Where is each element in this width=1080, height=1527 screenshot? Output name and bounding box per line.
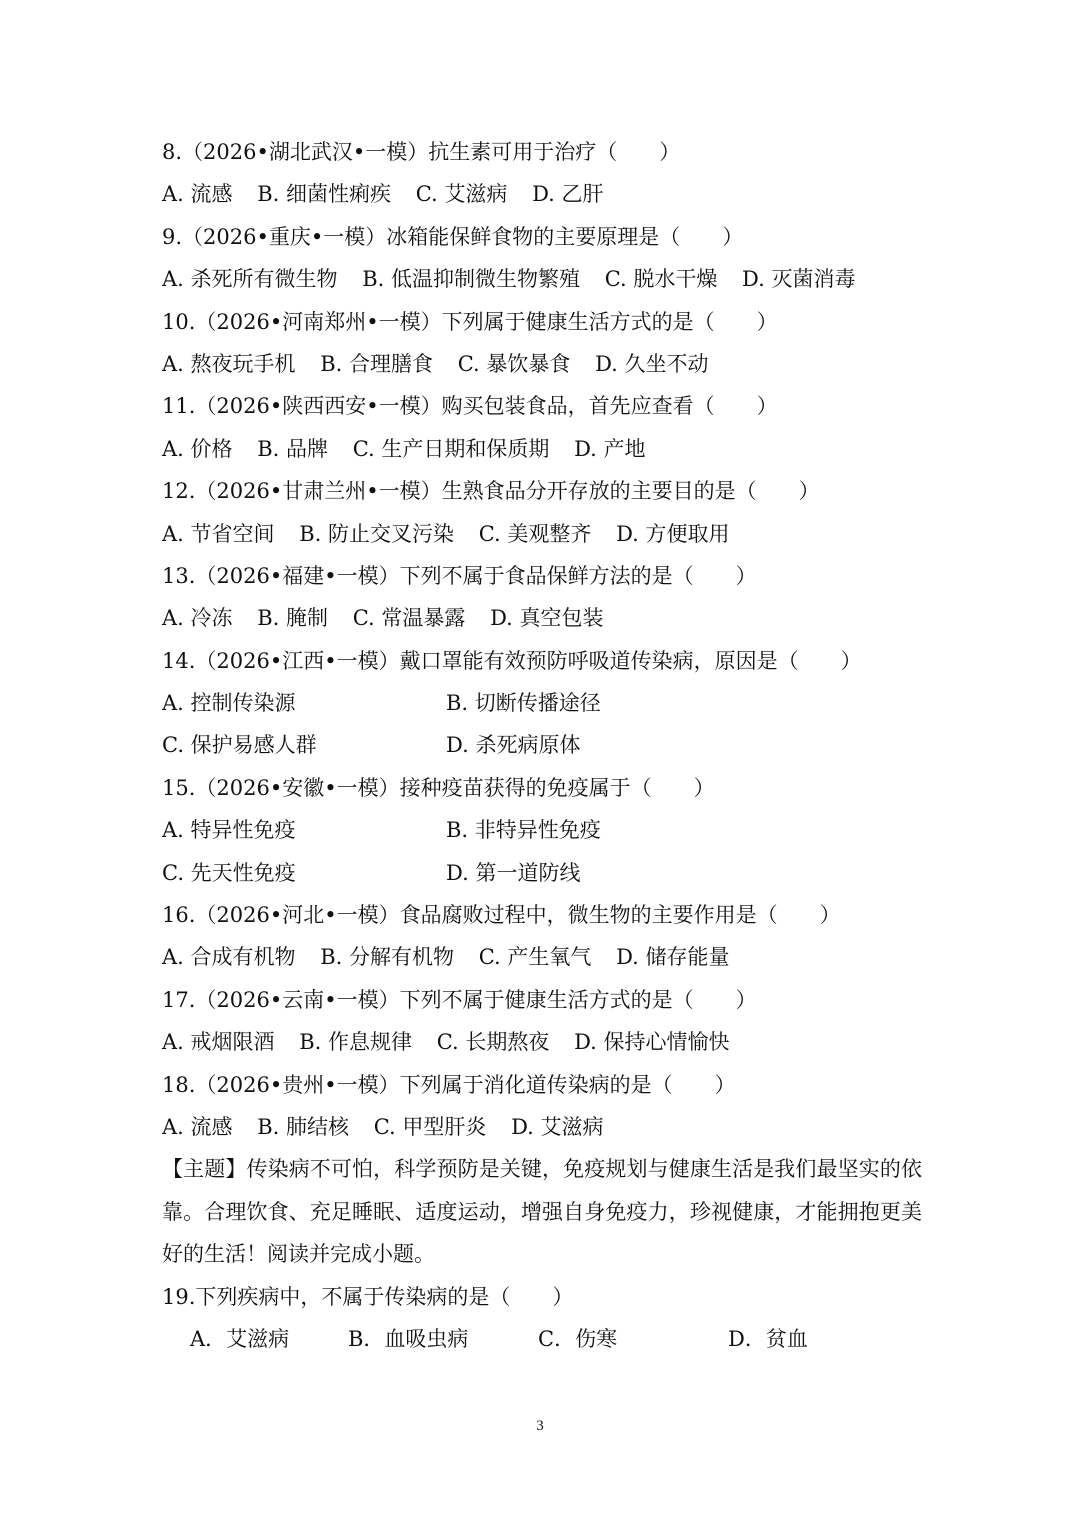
option: C. 生产日期和保质期 xyxy=(352,436,550,461)
question-stem: 11.（2026•陕西西安•一模）购买包装食品，首先应查看（ ） xyxy=(162,394,778,419)
option: A. 合成有机物 xyxy=(162,945,296,970)
option: D. 艾滋病 xyxy=(511,1114,604,1139)
question-options xyxy=(162,1106,922,1148)
question-stem: 18.（2026•贵州•一模）下列属于消化道传染病的是（ ） xyxy=(162,1072,736,1097)
question-stem: 13.（2026•福建•一模）下列不属于食品保鲜方法的是（ ） xyxy=(162,563,757,588)
question-stem: 16.（2026•河北•一模）食品腐败过程中，微生物的主要作用是（ ） xyxy=(162,903,841,928)
option: A. 流感 xyxy=(162,1114,233,1139)
option: C. 美观整齐 xyxy=(478,521,592,546)
question-stem: 15.（2026•安徽•一模）接种疫苗获得的免疫属于（ ） xyxy=(162,775,715,800)
option: C. 暴饮暴食 xyxy=(457,351,571,376)
option: D. 产地 xyxy=(574,436,646,461)
question-options xyxy=(162,258,922,300)
questions-content xyxy=(162,131,922,1360)
option: D. 方便取用 xyxy=(616,521,730,546)
option: A. 戒烟限酒 xyxy=(162,1030,275,1055)
option: D. 保持心情愉快 xyxy=(574,1030,730,1055)
question-stem: 8.（2026•湖北武汉•一模）抗生素可用于治疗（ ） xyxy=(162,140,681,164)
question-stem: 17.（2026•云南•一模）下列不属于健康生活方式的是（ ） xyxy=(162,987,757,1012)
question-options xyxy=(162,343,922,385)
question-options xyxy=(162,852,922,894)
question-options xyxy=(162,1318,922,1360)
option: A. 熬夜玩手机 xyxy=(162,351,296,376)
question-options xyxy=(162,1021,922,1063)
option: D. 杀死病原体 xyxy=(446,733,581,758)
option: C. 甲型肝炎 xyxy=(373,1114,487,1139)
option: D. 久坐不动 xyxy=(595,351,709,376)
option: B. 防止交叉污染 xyxy=(299,521,455,546)
question-stem: 9.（2026•重庆•一模）冰箱能保鲜食物的主要原理是（ ） xyxy=(162,224,744,249)
option: C. 产生氧气 xyxy=(478,945,592,970)
question-stem: 14.（2026•江西•一模）戴口罩能有效预防呼吸道传染病，原因是（ ） xyxy=(162,648,862,673)
question-options xyxy=(162,513,922,555)
page-number: 3 xyxy=(536,1418,544,1434)
option: B. 肺结核 xyxy=(257,1114,350,1139)
question-options xyxy=(162,597,922,639)
option: A. 节省空间 xyxy=(162,521,275,546)
option: A．艾滋病 xyxy=(190,1326,290,1351)
option: D. 真空包装 xyxy=(490,606,604,631)
option: D. 第一道防线 xyxy=(446,860,581,885)
question-stem: 12.（2026•甘肃兰州•一模）生熟食品分开存放的主要目的是（ ） xyxy=(162,479,820,504)
option: B．血吸虫病 xyxy=(348,1326,469,1351)
option: C．伤寒 xyxy=(538,1326,618,1351)
option: C. 先天性免疫 xyxy=(162,860,296,885)
option: A. 控制传染源 xyxy=(162,691,296,716)
option: B. 品牌 xyxy=(257,436,329,461)
option: B. 合理膳食 xyxy=(320,351,434,376)
option: B. 低温抑制微生物繁殖 xyxy=(362,267,580,292)
option: C. 脱水干燥 xyxy=(604,267,718,292)
question-options xyxy=(162,428,922,470)
option: C. 保护易感人群 xyxy=(162,733,317,758)
option: A. 价格 xyxy=(162,436,233,461)
option: C. 艾滋病 xyxy=(415,182,508,207)
option: B. 非特异性免疫 xyxy=(446,818,601,843)
option: A. 冷冻 xyxy=(162,606,233,631)
option: B. 切断传播途径 xyxy=(446,691,601,716)
option: B. 腌制 xyxy=(257,606,329,631)
option: B. 作息规律 xyxy=(299,1030,413,1055)
question-options xyxy=(162,724,922,766)
option: D．贫血 xyxy=(728,1326,808,1351)
option: B. 细菌性痢疾 xyxy=(257,182,392,207)
question-options xyxy=(162,809,922,851)
question-stem: 10.（2026•河南郑州•一模）下列属于健康生活方式的是（ ） xyxy=(162,309,778,334)
theme-paragraph: 【主题】传染病不可怕，科学预防是关键，免疫规划与健康生活是我们最坚实的依靠。合理饮食、充足睡眠、适度运动，增强自身免疫力，珍视健康，才能拥抱更美好的生活！阅读并完成小题。 xyxy=(162,1157,922,1267)
question-options xyxy=(162,682,922,724)
option: C. 常温暴露 xyxy=(352,606,466,631)
option: B. 分解有机物 xyxy=(320,945,455,970)
option: D. 灭菌消毒 xyxy=(742,267,856,292)
option: C. 长期熬夜 xyxy=(436,1030,550,1055)
option: A. 流感 xyxy=(162,182,233,207)
question-options xyxy=(162,173,922,215)
option: D. 储存能量 xyxy=(616,945,730,970)
option: D. 乙肝 xyxy=(532,182,604,207)
option: A. 特异性免疫 xyxy=(162,818,296,843)
option: A. 杀死所有微生物 xyxy=(162,267,338,292)
question-stem: 19.下列疾病中，不属于传染病的是（ ） xyxy=(162,1284,574,1309)
question-options xyxy=(162,936,922,978)
